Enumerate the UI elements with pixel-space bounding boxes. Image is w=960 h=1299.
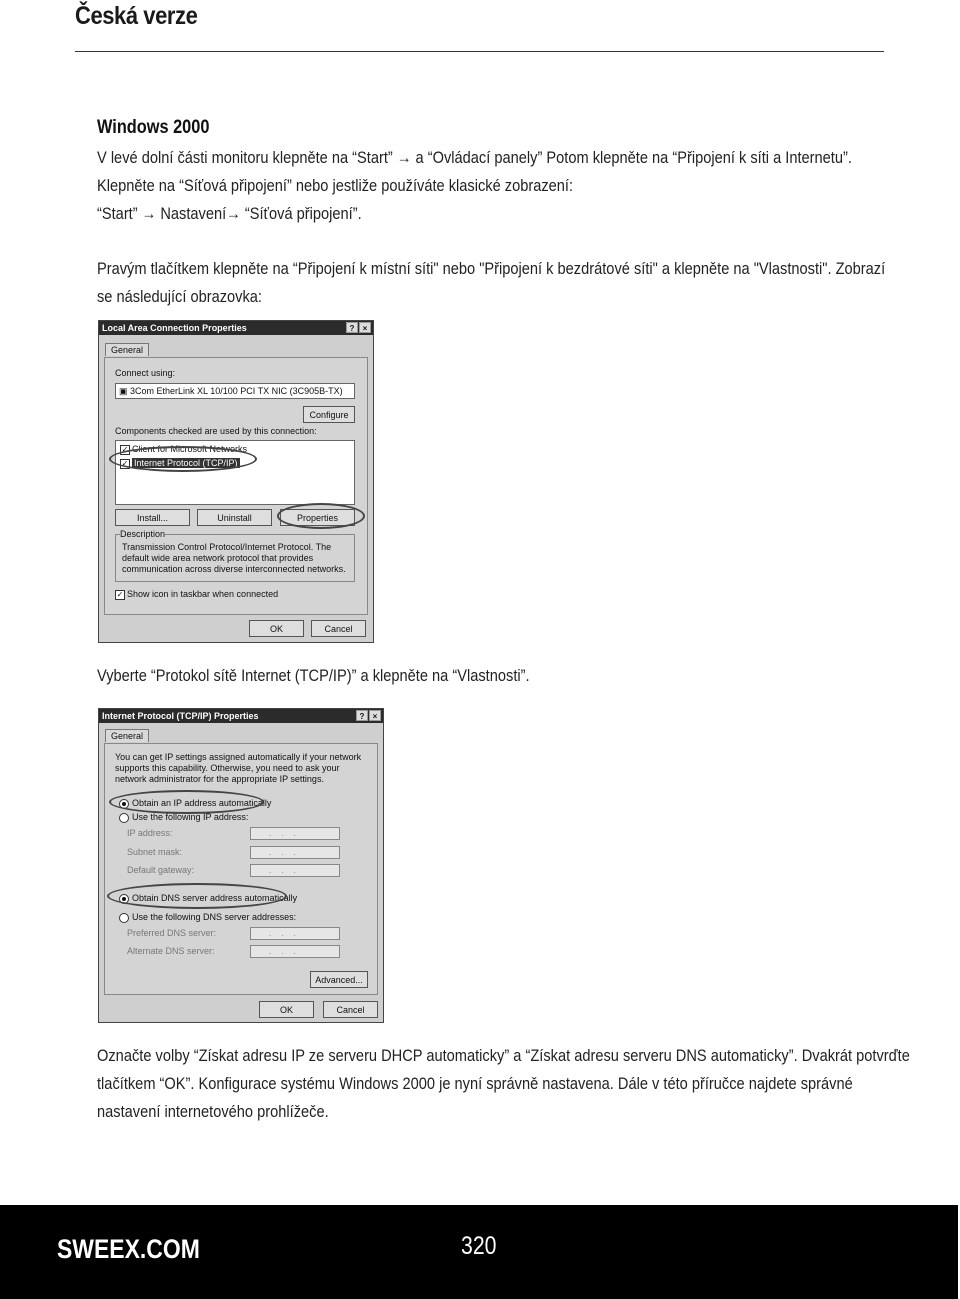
dialog-titlebar: [99, 709, 383, 723]
ok-button[interactable]: OK: [259, 1001, 314, 1018]
lan-properties-dialog: [98, 320, 374, 643]
para4-line1: Označte volby “Získat adresu IP ze serveru DHCP automaticky” a “Získat adresu serveru DNS automaticky”. Dvakrát potvrďte: [97, 1046, 910, 1065]
components-label: Components checked are used by this connection:: [115, 426, 317, 436]
dialog-title: Internet Protocol (TCP/IP) Properties: [102, 711, 259, 721]
alternate-dns-label: Alternate DNS server:: [127, 946, 215, 956]
cancel-button[interactable]: Cancel: [311, 620, 366, 637]
connect-using-label: Connect using:: [115, 368, 176, 378]
tcpip-properties-dialog: [98, 708, 384, 1023]
page-title: Česká verze: [75, 2, 198, 30]
subnet-field[interactable]: ...: [250, 846, 340, 859]
tab-general[interactable]: General: [105, 343, 149, 356]
radio-icon[interactable]: [119, 913, 129, 923]
uninstall-button[interactable]: Uninstall: [197, 509, 272, 526]
highlight-oval: [109, 446, 257, 472]
dialog-titlebar: [99, 321, 373, 335]
gateway-label: Default gateway:: [127, 865, 195, 875]
advanced-button[interactable]: Advanced...: [310, 971, 368, 988]
general-panel: [104, 743, 378, 995]
help-button[interactable]: ?: [356, 710, 368, 721]
gateway-field[interactable]: ...: [250, 864, 340, 877]
configure-button[interactable]: Configure: [303, 406, 355, 423]
obtain-dns-radio[interactable]: Obtain DNS server address automatically: [119, 893, 297, 904]
show-icon-option[interactable]: ✓ Show icon in taskbar when connected: [116, 589, 279, 599]
description-text: Transmission Control Protocol/Internet Protocol. The default wide area network protocol that provides communication across diverse interconnected networks.: [122, 542, 346, 574]
obtain-ip-radio[interactable]: Obtain an IP address automatically: [119, 798, 271, 809]
checkbox-icon[interactable]: ✓: [116, 589, 124, 599]
brand-logo: SWEEX.COM: [57, 1234, 200, 1264]
use-dns-radio[interactable]: Use the following DNS server addresses:: [119, 912, 296, 923]
properties-button[interactable]: Properties: [280, 509, 355, 526]
highlight-oval: [109, 790, 264, 814]
cancel-button[interactable]: Cancel: [323, 1001, 378, 1018]
ok-button[interactable]: OK: [249, 620, 304, 637]
list-item[interactable]: ✓ Internet Protocol (TCP/IP): [121, 458, 238, 468]
highlight-oval: [277, 503, 365, 529]
adapter-field: [115, 383, 355, 399]
checkbox-icon[interactable]: ✓: [121, 444, 129, 454]
highlight-oval: [107, 883, 287, 909]
title-rule: [75, 51, 884, 52]
para2-line2: se následující obrazovka:: [97, 287, 262, 306]
install-button[interactable]: Install...: [115, 509, 190, 526]
para3: Vyberte “Protokol sítě Internet (TCP/IP)” a klepněte na “Vlastnosti”.: [97, 666, 530, 685]
use-ip-radio[interactable]: Use the following IP address:: [119, 812, 248, 823]
close-button[interactable]: ×: [369, 710, 381, 721]
description-label: Description: [120, 529, 166, 539]
para1-line3: “Start” → Nastavení→ “Síťová připojení”.: [97, 204, 362, 223]
intro-text: You can get IP settings assigned automatically if your network supports this capability. Otherwise, you need to ask your network administrator for the appropriate IP settings.: [115, 752, 362, 784]
ip-address-field[interactable]: ...: [250, 827, 340, 840]
network-card-icon: ▣: [119, 386, 131, 396]
ip-address-label: IP address:: [127, 828, 173, 838]
list-item[interactable]: ✓ Client for Microsoft Networks: [121, 444, 248, 454]
tab-general[interactable]: General: [105, 729, 149, 742]
page-number: 320: [461, 1232, 497, 1260]
para1-line2: Klepněte na “Síťová připojení” nebo jestliže používáte klasické zobrazení:: [97, 176, 574, 195]
alternate-dns-field[interactable]: ...: [250, 945, 340, 958]
radio-icon[interactable]: [119, 813, 129, 823]
preferred-dns-field[interactable]: ...: [250, 927, 340, 940]
help-button[interactable]: ?: [346, 322, 358, 333]
preferred-dns-label: Preferred DNS server:: [127, 928, 217, 938]
general-panel: [104, 357, 368, 615]
checkbox-icon[interactable]: ✓: [121, 458, 129, 468]
para2-line1: Pravým tlačítkem klepněte na “Připojení k místní síti" nebo "Připojení k bezdrátové síti" a klepněte na "Vlastnosti". Zobrazí: [97, 259, 886, 278]
description-group: [115, 529, 355, 582]
dialog-title: Local Area Connection Properties: [102, 323, 247, 333]
para4-line3: nastavení internetového prohlížeče.: [97, 1102, 329, 1121]
adapter-name: 3Com EtherLink XL 10/100 PCI TX NIC (3C905B-TX): [130, 386, 343, 396]
subnet-label: Subnet mask:: [127, 847, 183, 857]
para1-line1: V levé dolní části monitoru klepněte na “Start” → a “Ovládací panely” Potom klepněte na “Připojení k síti a Internetu”.: [97, 148, 852, 167]
para4-line2: tlačítkem “OK”. Konfigurace systému Windows 2000 je nyní správně nastavena. Dále v této příručce najdete správné: [97, 1074, 853, 1093]
close-button[interactable]: ×: [359, 322, 371, 333]
section-heading: Windows 2000: [97, 117, 210, 138]
